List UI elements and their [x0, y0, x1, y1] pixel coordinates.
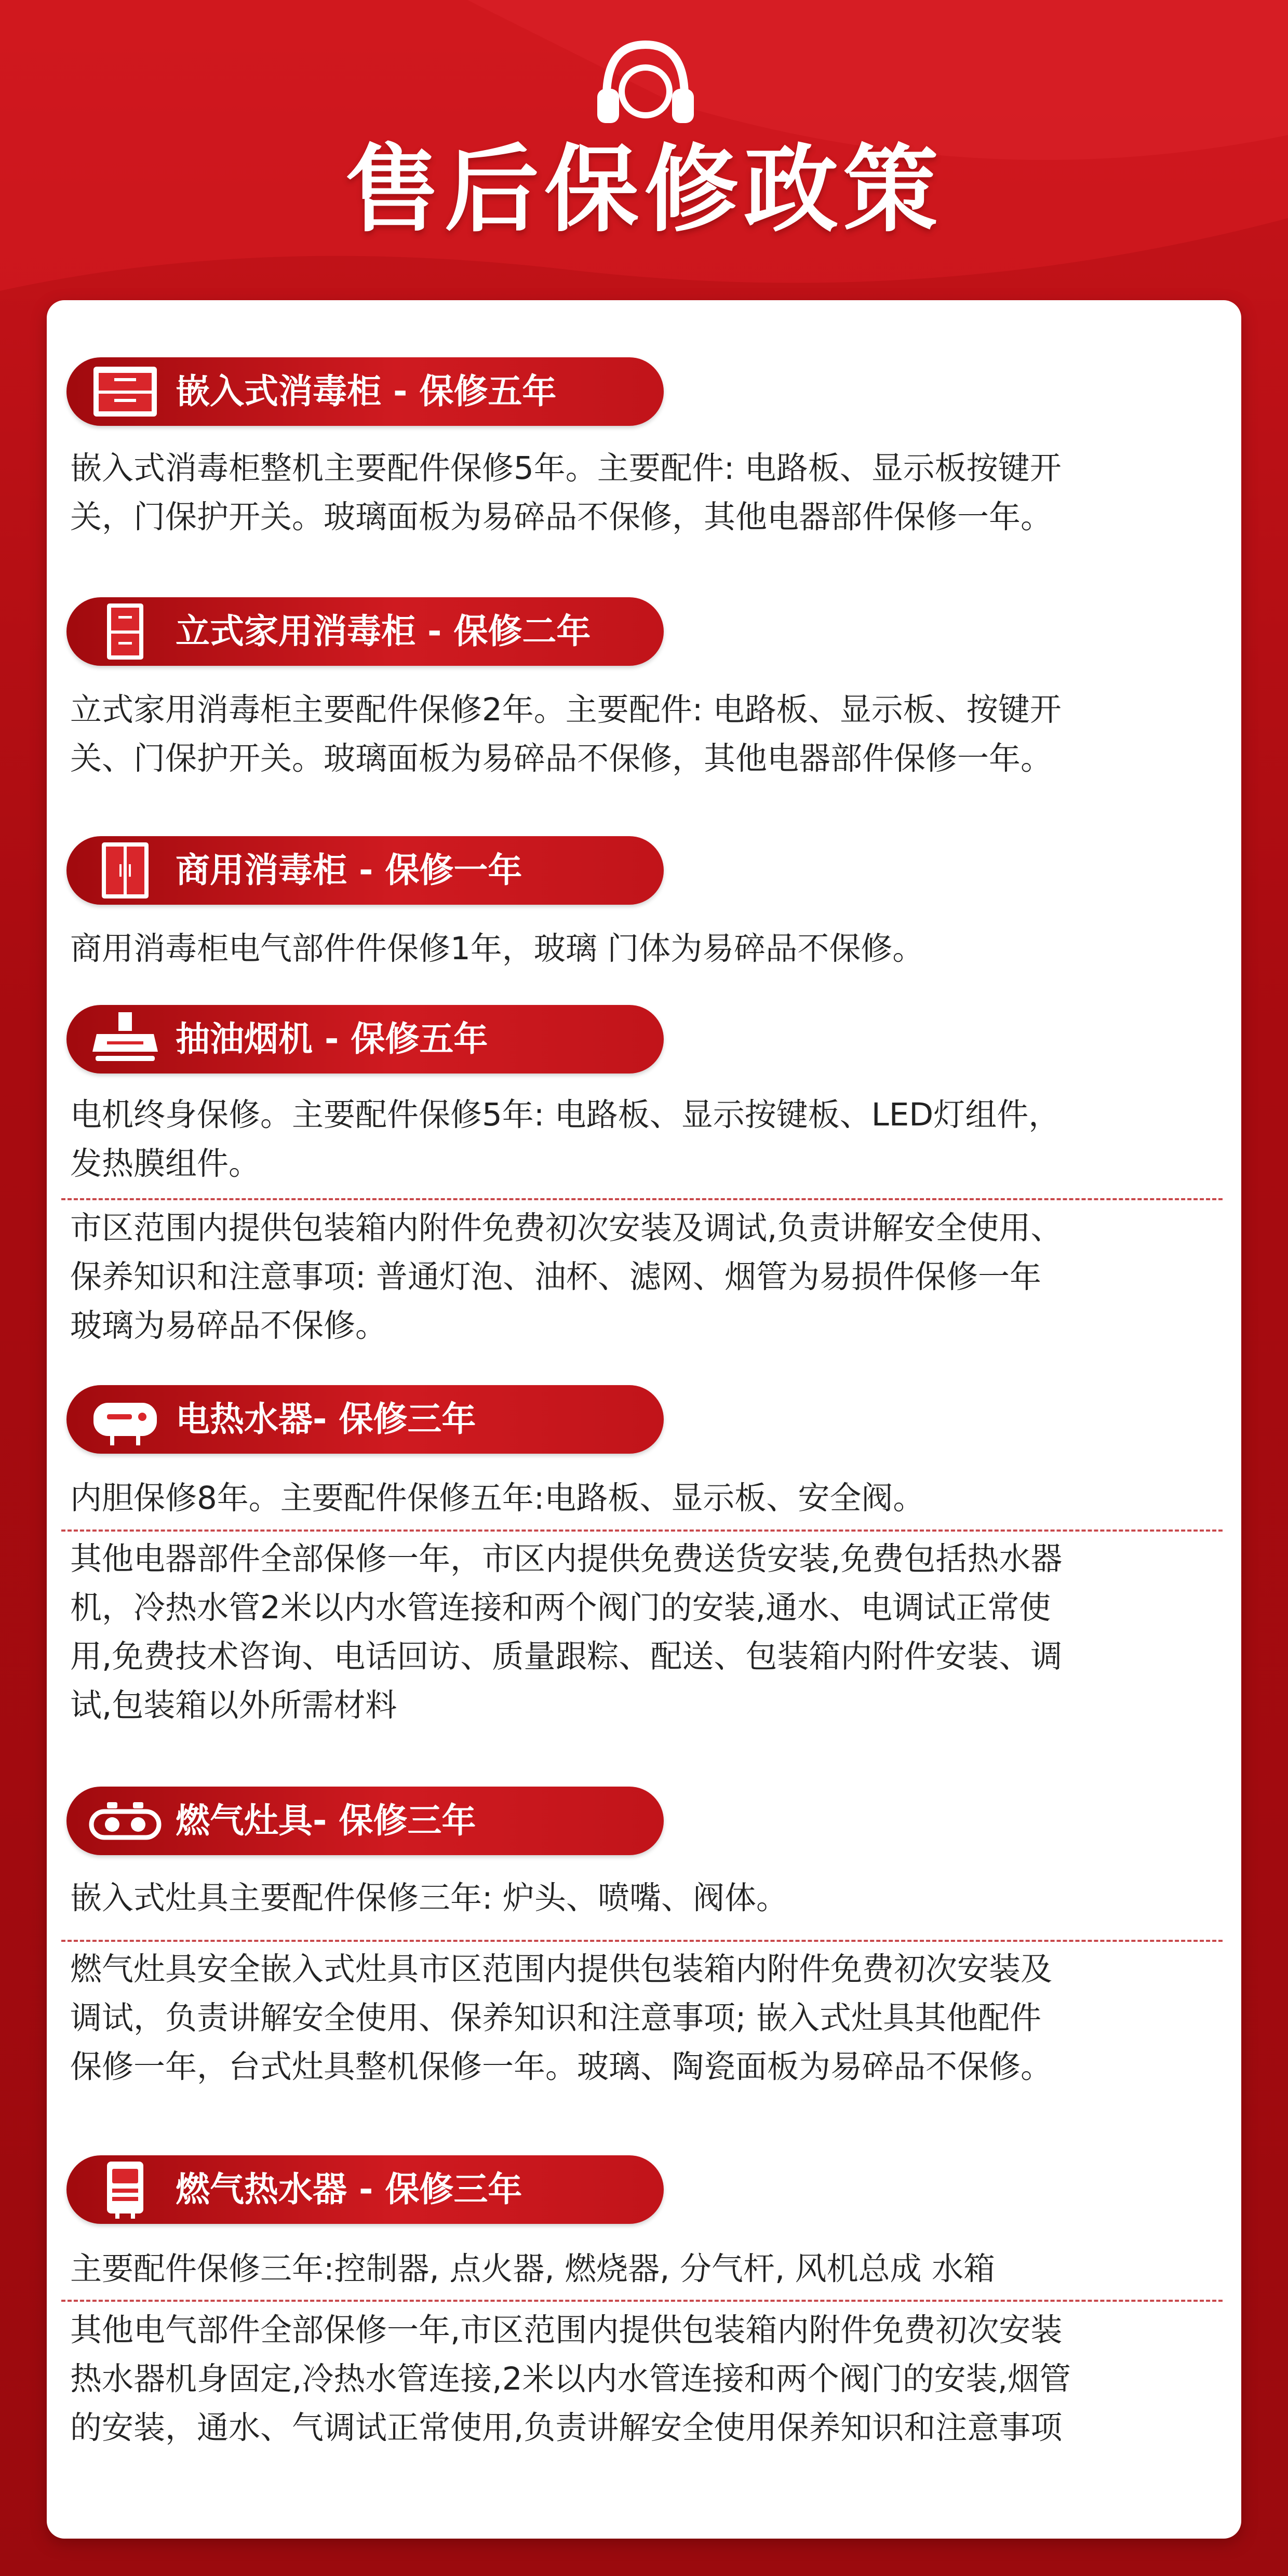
headset-icon: [591, 34, 700, 133]
section-title: 立式家用消毒柜 - 保修二年: [176, 611, 591, 651]
section-divider: [61, 2300, 1223, 2302]
section-paragraph: [70, 924, 1228, 973]
section-paragraph: [70, 2306, 1228, 2452]
section-title: 燃气热水器 - 保修三年: [176, 2169, 522, 2209]
paragraph-line: 热水器机身固定,冷热水管连接,2米以内水管连接和两个阀门的安装,烟管: [70, 2360, 1071, 2397]
section-paragraph: [70, 444, 1228, 542]
paragraph-line: 保养知识和注意事项: 普通灯泡、油杯、滤网、烟管为易损件保修一年: [70, 1258, 1041, 1295]
paragraph-line: 立式家用消毒柜主要配件保修2年。主要配件: 电路板、显示板、按键开: [70, 691, 1062, 728]
paragraph-line: 用,免费技术咨询、电话回访、质量跟粽、配送、包装箱内附件安装、调: [70, 1638, 1063, 1675]
paragraph-line: 关、门保护开关。玻璃面板为易碎品不保修，其他电器部件保修一年。: [70, 740, 1053, 777]
paragraph-line: 的安装，通水、气调试正常使用,负责讲解安全使用保养知识和注意事项: [70, 2409, 1063, 2446]
paragraph-line: 保修一年，台式灶具整机保修一年。玻璃、陶瓷面板为易碎品不保修。: [70, 2048, 1053, 2085]
section-paragraph: [70, 1474, 1228, 1523]
paragraph-line: 机，冷热水管2米以内水管连接和两个阀门的安装,通水、电调试正常使: [70, 1589, 1051, 1626]
gas-water-heater-icon: [86, 2159, 164, 2220]
upright-cabinet-icon: [86, 601, 164, 662]
gas-stove-icon: [86, 1791, 164, 1851]
paragraph-line: 嵌入式消毒柜整机主要配件保修5年。主要配件: 电路板、显示板按键开: [70, 450, 1062, 487]
cabinet-icon: [86, 361, 164, 422]
section-banner-gas-water-heater: [66, 2155, 664, 2224]
paragraph-line: 市区范围内提供包装箱内附件免费初次安装及调试,负责讲解安全使用、: [70, 1210, 1063, 1246]
section-title: 电热水器- 保修三年: [176, 1399, 476, 1439]
section-banner-gas-stove: [66, 1787, 664, 1855]
section-title: 燃气灶具- 保修三年: [176, 1801, 476, 1841]
paragraph-line: 调试，负责讲解安全使用、保养知识和注意事项; 嵌入式灶具其他配件: [70, 2000, 1041, 2036]
section-title: 商用消毒柜 - 保修一年: [176, 850, 522, 890]
section-banner-embedded-cabinet: [66, 357, 664, 426]
commercial-cabinet-icon: [86, 840, 164, 901]
section-paragraph: [70, 2245, 1228, 2293]
section-divider: [61, 1940, 1223, 1942]
paragraph-line: 内胆保修8年。主要配件保修五年:电路板、显示板、安全阀。: [70, 1480, 925, 1517]
paragraph-line: 其他电器部件全部保修一年，市区内提供免费送货安装,免费包括热水器: [70, 1540, 1063, 1577]
section-paragraph: [70, 686, 1228, 783]
paragraph-line: 其他电气部件全部保修一年,市区范围内提供包装箱内附件免费初次安装: [70, 2312, 1063, 2349]
paragraph-line: 主要配件保修三年:控制器, 点火器, 燃烧器, 分气杆, 风机总成 水箱: [70, 2250, 996, 2287]
paragraph-line: 玻璃为易碎品不保修。: [70, 1307, 387, 1344]
paragraph-line: 商用消毒柜电气部件件保修1年，玻璃 门体为易碎品不保修。: [70, 930, 924, 967]
section-banner-electric-water-heater: [66, 1385, 664, 1454]
paragraph-line: 关，门保护开关。玻璃面板为易碎品不保修，其他电器部件保修一年。: [70, 499, 1053, 535]
paragraph-line: 电机终身保修。主要配件保修5年: 电路板、显示按键板、LED灯组件，: [70, 1096, 1061, 1133]
paragraph-line: 嵌入式灶具主要配件保修三年: 炉头、喷嘴、阀体。: [70, 1880, 788, 1916]
section-paragraph: [70, 1945, 1228, 2091]
section-paragraph: [70, 1874, 1228, 1923]
section-paragraph: [70, 1204, 1228, 1350]
section-divider: [61, 1530, 1223, 1532]
section-banner-upright-cabinet: [66, 597, 664, 666]
range-hood-icon: [86, 1009, 164, 1069]
page-title: 售后保修政策: [345, 135, 943, 245]
electric-water-heater-icon: [86, 1389, 164, 1450]
section-banner-commercial-cabinet: [66, 836, 664, 905]
paragraph-line: 燃气灶具安全嵌入式灶具市区范围内提供包装箱内附件免费初次安装及: [70, 1951, 1053, 1988]
paragraph-line: 试,包装箱以外所需材料: [70, 1687, 397, 1724]
paragraph-line: 发热膜组件。: [70, 1145, 261, 1182]
section-title: 抽油烟机 - 保修五年: [176, 1019, 488, 1059]
section-paragraph: [70, 1091, 1228, 1188]
section-paragraph: [70, 1535, 1228, 1730]
section-divider: [61, 1198, 1223, 1200]
section-title: 嵌入式消毒柜 - 保修五年: [176, 371, 557, 411]
section-banner-range-hood: [66, 1005, 664, 1074]
